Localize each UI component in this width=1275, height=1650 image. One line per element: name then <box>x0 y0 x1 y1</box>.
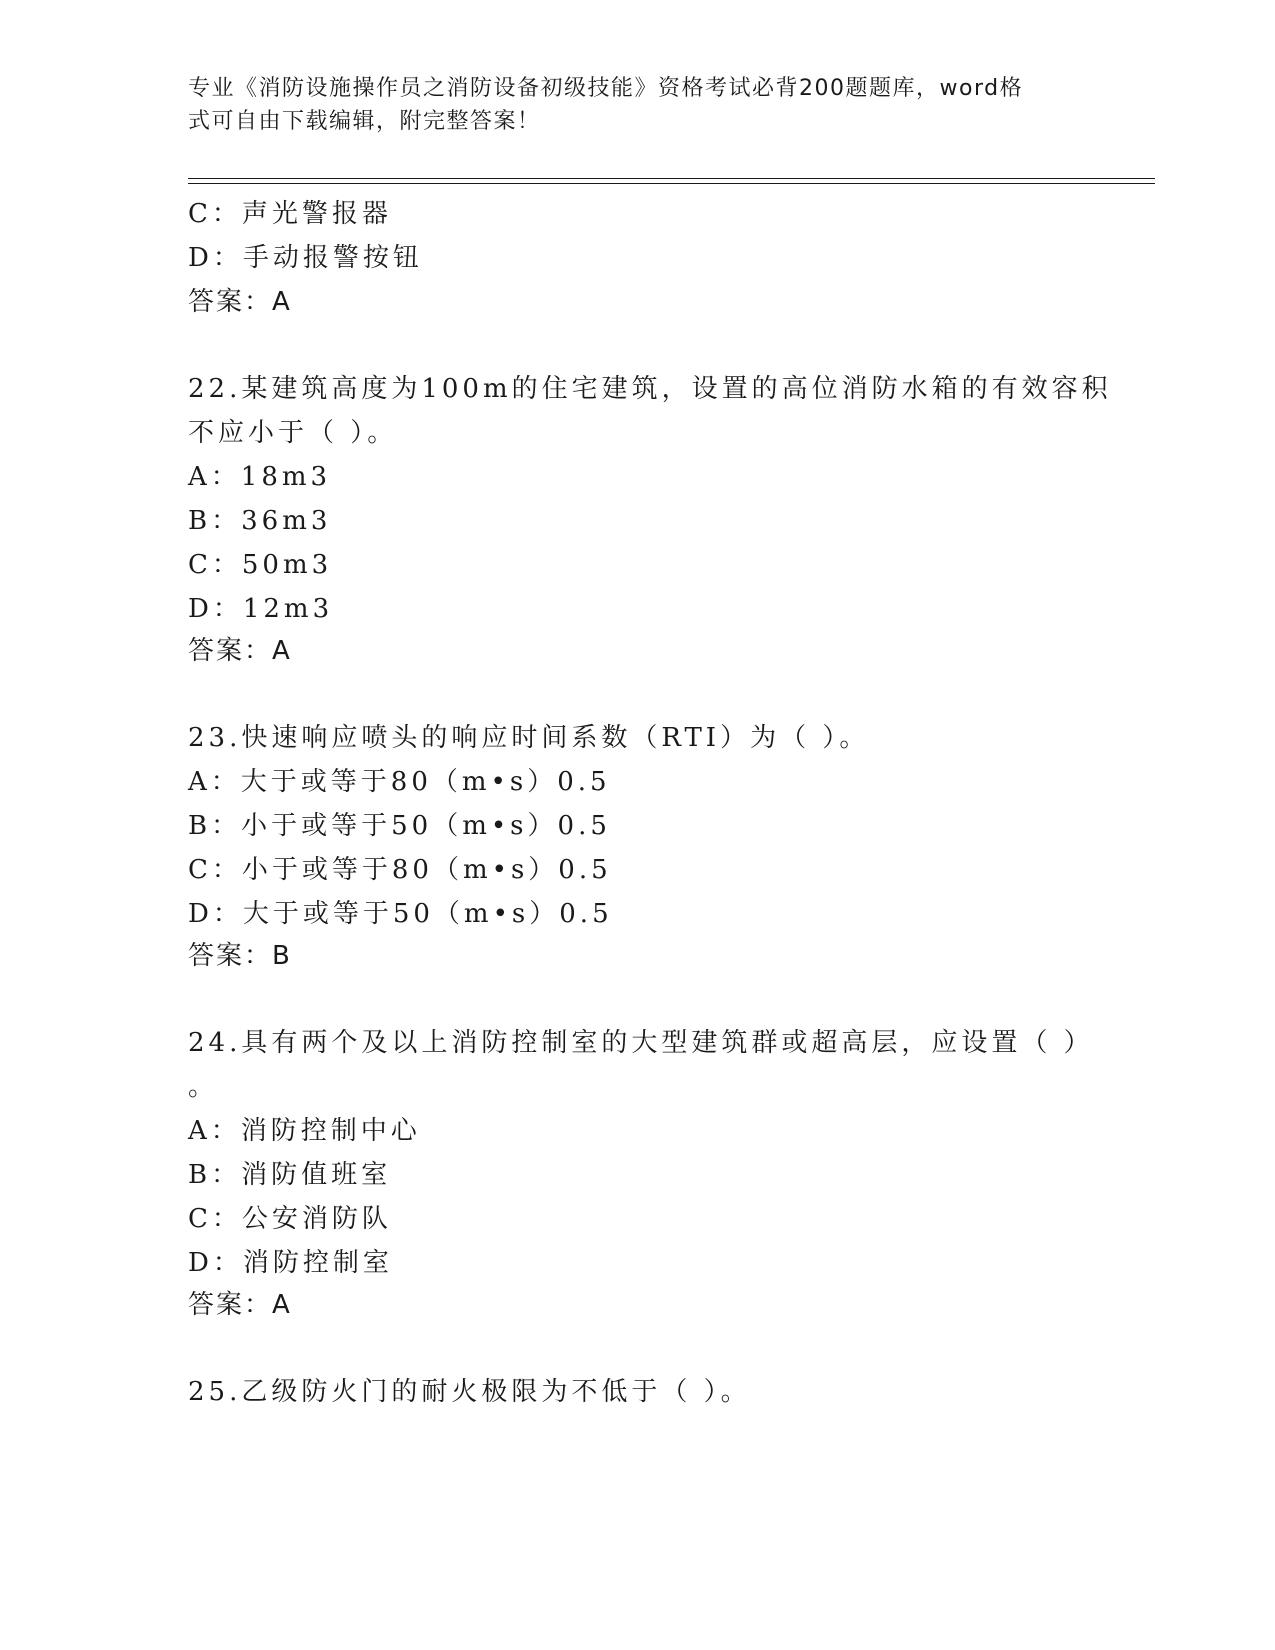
q22-stem-line-1: 22.某建筑高度为100m的住宅建筑，设置的高位消防水箱的有效容积 <box>188 374 1112 404</box>
q24-option-c: C：公安消防队 <box>188 1204 392 1234</box>
q24-stem-line-2: 。 <box>188 1072 219 1102</box>
q23-option-b: B：小于或等于50（m•s）0.5 <box>188 811 611 841</box>
q21-answer: 答案：A <box>188 287 292 317</box>
q23-stem: 23.快速响应喷头的响应时间系数（RTI）为（ ）。 <box>188 723 870 753</box>
q22-option-a: A：18m3 <box>188 462 332 492</box>
q22-stem-line-2: 不应小于（ ）。 <box>188 418 398 448</box>
header-line-1: 专业《消防设施操作员之消防设备初级技能》资格考试必背200题题库，word格 <box>188 76 1024 101</box>
q24-answer: 答案：A <box>188 1290 292 1320</box>
q23-answer: 答案：B <box>188 941 292 971</box>
q23-option-d: D：大于或等于50（m•s）0.5 <box>188 899 613 929</box>
document-header <box>188 72 1068 138</box>
q24-option-a: A：消防控制中心 <box>188 1116 421 1146</box>
q23-option-c: C：小于或等于80（m•s）0.5 <box>188 855 612 885</box>
q25-stem: 25.乙级防火门的耐火极限为不低于（ ）。 <box>188 1377 751 1407</box>
header-line-2: 式可自由下载编辑，附完整答案！ <box>188 109 541 134</box>
q22-option-d: D：12m3 <box>188 594 334 624</box>
q22-answer: 答案：A <box>188 636 292 666</box>
q21-option-c: C：声光警报器 <box>188 199 392 229</box>
q21-option-d: D：手动报警按钮 <box>188 243 423 273</box>
q23-option-a: A：大于或等于80（m•s）0.5 <box>188 767 611 797</box>
q24-option-b: B：消防值班室 <box>188 1160 392 1190</box>
q24-option-d: D：消防控制室 <box>188 1248 393 1278</box>
q22-option-c: C：50m3 <box>188 550 333 580</box>
q24-stem-line-1: 24.具有两个及以上消防控制室的大型建筑群或超高层，应设置（ ） <box>188 1028 1094 1058</box>
header-rule-top <box>188 178 1155 179</box>
q22-option-b: B：36m3 <box>188 506 332 536</box>
header-rule-bottom <box>188 183 1155 184</box>
